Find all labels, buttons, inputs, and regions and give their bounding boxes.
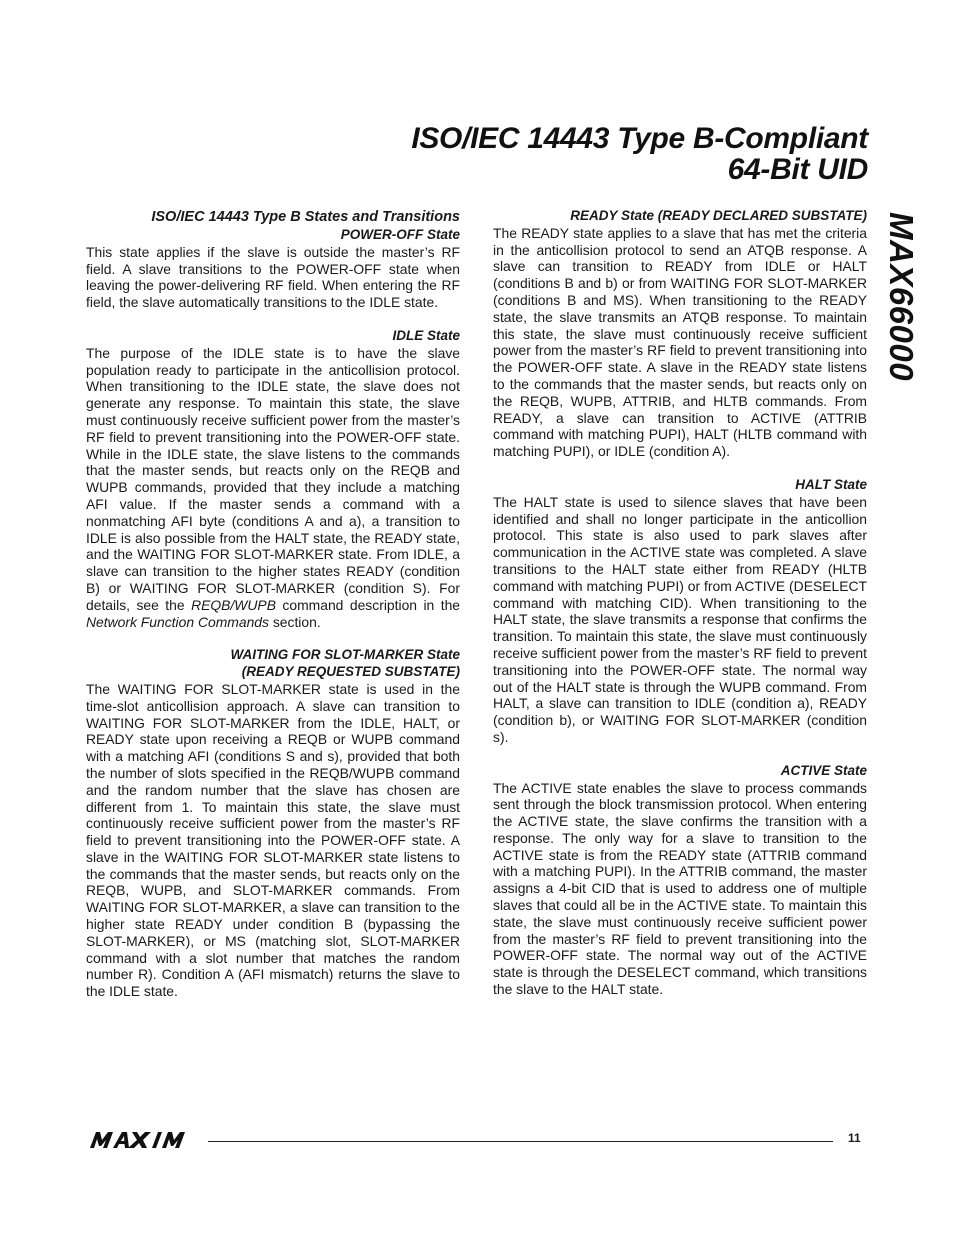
right-column	[493, 208, 867, 1015]
poweroff-paragraph: This state applies if the slave is outside the master’s RF field. A slave transitions to the POWER-OFF state when leaving the power-delivering RF field. When entering the RF field, the slave automatically transitions to the IDLE state.	[86, 243, 460, 311]
section-heading: ISO/IEC 14443 Type B States and Transitions	[151, 209, 460, 225]
page-footer	[86, 1128, 866, 1152]
idle-heading: IDLE State	[392, 327, 460, 343]
page-title	[411, 123, 868, 185]
maxim-logo	[86, 1128, 200, 1155]
halt-heading: HALT State	[795, 476, 867, 492]
maxim-logo-graphic	[86, 1128, 200, 1150]
part-number-tab	[883, 212, 920, 412]
poweroff-heading: POWER-OFF State	[340, 227, 460, 242]
idle-text-a: The purpose of the IDLE state is to have the slave population ready to participate in the anticollision protocol. When transitioning to the IDLE state, the slave does not generate any response. To maintain this state, the slave must continuously receive sufficient power from the master’s RF field to prevent transitioning into the POWER-OFF state. While in the IDLE state, the slave listens to the commands that the master sends, but reacts only on the REQB and WUPB commands, provided that they include a matching AFI value. If the master sends a command with a nonmatching AFI byte (conditions A and a), a transition to IDLE is also possible from the HALT state, the READY state, and the WAITING FOR SLOT-MARKER state. From IDLE, a slave can transition to the higher states READY (condition B) or WAITING FOR SLOT-MARKER (condition S). For details, see the	[86, 344, 460, 613]
idle-link-reqb: REQB/WUPB	[191, 596, 276, 613]
waiting-heading-1: WAITING FOR SLOT-MARKER State	[230, 647, 460, 663]
page-number: 11	[848, 1131, 861, 1145]
active-paragraph: The ACTIVE state enables the slave to process commands sent through the block transmission protocol. When entering the ACTIVE state, the slave confirms the transition with a response. The only way for a slave to transition to the ACTIVE state is from the READY state (ATTRIB command with a matching PUPI). In the ATTRIB command, the master assigns a 4-bit CID that is used to address one of multiple slaves that could all be in the ACTIVE state. To maintain this state, the slave must continuously receive sufficient power from the master’s RF field to prevent transitioning into the POWER-OFF state. The normal way out of the ACTIVE state is through the DESELECT command, which transitions the slave to the HALT state.	[493, 779, 867, 998]
idle-paragraph	[86, 345, 460, 631]
ready-heading: READY State (READY DECLARED SUBSTATE)	[570, 208, 867, 223]
idle-text-c: section.	[272, 613, 321, 630]
idle-text-b: command description in the	[282, 596, 461, 613]
waiting-heading-2: (READY REQUESTED SUBSTATE)	[241, 664, 460, 680]
title-line-1: ISO/IEC 14443 Type B-Compliant	[411, 122, 868, 155]
waiting-paragraph: The WAITING FOR SLOT-MARKER state is used in the time-slot anticollision approach. A slave can transition to WAITING FOR SLOT-MARKER from the IDLE, HALT, or READY state upon receiving a REQB or WUPB command with a matching AFI (conditions S and s), provided that both the number of slots specified in the REQB/WUPB command and the random number that the slave has chosen are different from 1. To maintain this state, the slave must continuously receive sufficient power from the master’s RF field to prevent transitioning into the POWER-OFF state. A slave in the WAITING FOR SLOT-MARKER state listens to the commands that the master sends, but reacts only on the REQB, WUPB, and SLOT-MARKER commands. From WAITING FOR SLOT-MARKER, a slave can transition to the higher state READY under condition B (bypassing the SLOT-MARKER), or MS (matching slot, SLOT-MARKER command with a slot number that matches the random number R). Condition A (AFI mismatch) returns the slave to the IDLE state.	[86, 680, 460, 1000]
left-column	[86, 208, 460, 1017]
halt-paragraph: The HALT state is used to silence slaves that have been identified and shall no longer participate in the anticollion protocol. This state is also used to park slaves after communication in the ACTIVE state was completed. A slave transitions to the HALT state either from READY (HLTB command with matching PUPI) or from ACTIVE (DESELECT command with matching CID). When transitioning to the HALT state, the slave transmits a response that confirms the transition. To maintain this state, the slave must continuously receive sufficient power from the master’s RF field to prevent transitioning into the POWER-OFF state. The normal way out of the HALT state is through the WUPB command. From HALT, a slave can transition to IDLE (condition a), READY (condition b), or WAITING FOR SLOT-MARKER (condition s).	[493, 493, 867, 745]
part-number: MAX66000	[883, 212, 920, 382]
ready-paragraph: The READY state applies to a slave that has met the criteria in the anticollision protocol to send an ATQB response. A slave can transition to READY from IDLE or HALT (conditions B and b) or from WAITING FOR SLOT-MARKER (conditions B and MS). When transitioning to the READY state, the slave transmits an ATQB response. To maintain this state, the slave must continuously receive sufficient power from the master’s RF field to prevent transitioning into the POWER-OFF state. A slave in the READY state listens to the commands that the master sends, but reacts only on the REQB, WUPB, ATTRIB, and HLTB commands. From READY, a slave can transition to ACTIVE (ATTRIB command with matching PUPI), HALT (HLTB command with matching PUPI), or IDLE (condition A).	[493, 224, 867, 460]
title-line-2: 64-Bit UID	[727, 153, 868, 186]
footer-rule	[208, 1141, 833, 1142]
active-heading: ACTIVE State	[780, 762, 867, 778]
idle-link-network: Network Function Commands	[86, 613, 269, 630]
